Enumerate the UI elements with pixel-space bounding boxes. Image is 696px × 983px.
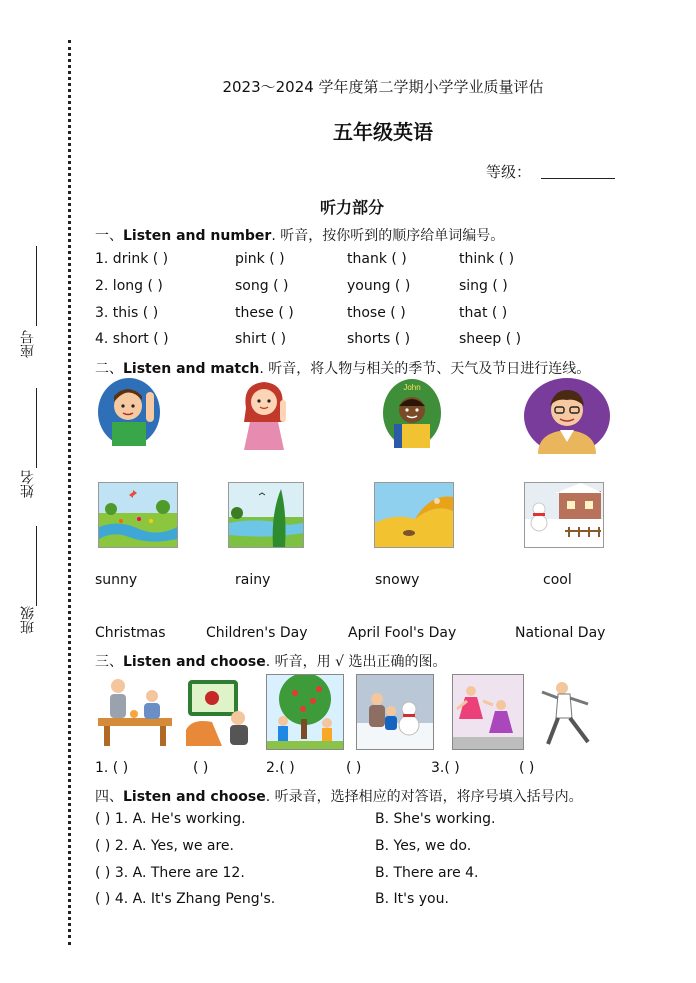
part1-word-item[interactable]: think ( ) — [459, 251, 515, 267]
part3-prefix: 三、 — [95, 654, 123, 670]
festival-national-day: National Day — [515, 625, 606, 641]
part1-word-item[interactable]: young ( ) — [347, 278, 411, 294]
snowy-scene-image — [524, 482, 604, 548]
john-image — [382, 378, 442, 448]
part1-word-item[interactable]: these ( ) — [235, 305, 294, 321]
part1-heading-cn: . 听音，按你听到的顺序给单词编号。 — [271, 228, 505, 244]
class-label: 班级 — [20, 606, 36, 634]
part1-word-item[interactable]: 1. drink ( ) — [95, 251, 169, 267]
part1-word-item[interactable]: thank ( ) — [347, 251, 407, 267]
part4-item-1-b: B. She's working. — [375, 811, 496, 827]
watching-tv-image — [182, 674, 258, 746]
part1-word-item[interactable]: sheep ( ) — [459, 331, 522, 347]
weather-word-cool: cool — [543, 572, 572, 588]
part2-prefix: 二、 — [95, 361, 123, 377]
part4-item-4-b: B. It's you. — [375, 891, 449, 907]
part1-word-item[interactable]: shirt ( ) — [235, 331, 287, 347]
class-underline — [36, 526, 37, 606]
part3-answer-3b[interactable]: ( ) — [519, 760, 535, 776]
name-label: 姓名 — [20, 470, 36, 498]
part3-heading-cn: . 听音，用 √ 选出正确的图。 — [265, 654, 447, 670]
name-underline — [36, 388, 37, 468]
part1-heading-en: Listen and number — [123, 228, 272, 244]
grade-blank — [541, 178, 615, 179]
making-snowman-image — [356, 674, 434, 750]
dancing-image — [452, 674, 524, 750]
part1-heading — [95, 225, 504, 245]
part1-word-item[interactable]: sing ( ) — [459, 278, 508, 294]
binding-dotted-line — [68, 40, 71, 945]
part1-word-item[interactable]: pink ( ) — [235, 251, 285, 267]
part4-heading — [95, 786, 583, 806]
part4-heading-cn: . 听录音，选择相应的对答语，将序号填入括号内。 — [265, 789, 583, 805]
autumn-scene-image — [374, 482, 454, 548]
part2-heading — [95, 358, 590, 378]
boy-waving-image — [98, 378, 160, 446]
weather-word-sunny: sunny — [95, 572, 138, 588]
spring-scene-image — [98, 482, 178, 548]
festival-april-fools-day: April Fool's Day — [348, 625, 457, 641]
festival-childrens-day: Children's Day — [206, 625, 308, 641]
picking-apples-image — [266, 674, 344, 750]
part2-heading-cn: . 听音，将人物与相关的季节、天气及节日进行连线。 — [259, 361, 591, 377]
part4-item-1-a[interactable]: ( ) 1. A. He's working. — [95, 811, 246, 827]
part4-item-2-b: B. Yes, we do. — [375, 838, 472, 854]
grade-label: 等级： — [486, 163, 532, 181]
taichi-man-image — [538, 678, 598, 748]
man-glasses-image — [524, 378, 610, 454]
seat-label: 座号 — [20, 330, 36, 358]
part3-answer-2a[interactable]: 2.( ) — [266, 760, 295, 776]
part1-word-item[interactable]: that ( ) — [459, 305, 508, 321]
girl-pink-dress-image — [236, 378, 292, 450]
part3-answer-1b[interactable]: ( ) — [193, 760, 209, 776]
seat-underline — [36, 246, 37, 326]
part1-word-item[interactable]: song ( ) — [235, 278, 289, 294]
part1-word-item[interactable]: shorts ( ) — [347, 331, 411, 347]
exam-title: 2023～2024 学年度第二学期小学学业质量评估 — [222, 78, 544, 96]
part4-item-3-b: B. There are 4. — [375, 865, 479, 881]
part4-prefix: 四、 — [95, 789, 123, 805]
rainy-scene-image — [228, 482, 304, 548]
part1-word-item[interactable]: 3. this ( ) — [95, 305, 159, 321]
part3-heading — [95, 651, 446, 671]
family-dining-image — [94, 674, 176, 746]
part3-answer-2b[interactable]: ( ) — [346, 760, 362, 776]
part3-heading-en: Listen and choose — [123, 654, 266, 670]
part1-word-item[interactable]: those ( ) — [347, 305, 406, 321]
part1-word-item[interactable]: 4. short ( ) — [95, 331, 169, 347]
part1-word-item[interactable]: 2. long ( ) — [95, 278, 163, 294]
part4-item-4-a[interactable]: ( ) 4. A. It's Zhang Peng's. — [95, 891, 276, 907]
weather-word-snowy: snowy — [375, 572, 420, 588]
exam-subtitle: 五年级英语 — [333, 120, 433, 144]
part3-answer-3a[interactable]: 3.( ) — [431, 760, 460, 776]
part4-item-2-a[interactable]: ( ) 2. A. Yes, we are. — [95, 838, 234, 854]
john-badge: John — [403, 383, 421, 392]
part1-prefix: 一、 — [95, 228, 123, 244]
weather-word-rainy: rainy — [235, 572, 271, 588]
part4-item-3-a[interactable]: ( ) 3. A. There are 12. — [95, 865, 245, 881]
part4-heading-en: Listen and choose — [123, 789, 266, 805]
part3-answer-1a[interactable]: 1. ( ) — [95, 760, 129, 776]
section-heading: 听力部分 — [320, 198, 385, 217]
part2-heading-en: Listen and match — [123, 361, 260, 377]
festival-christmas: Christmas — [95, 625, 166, 641]
